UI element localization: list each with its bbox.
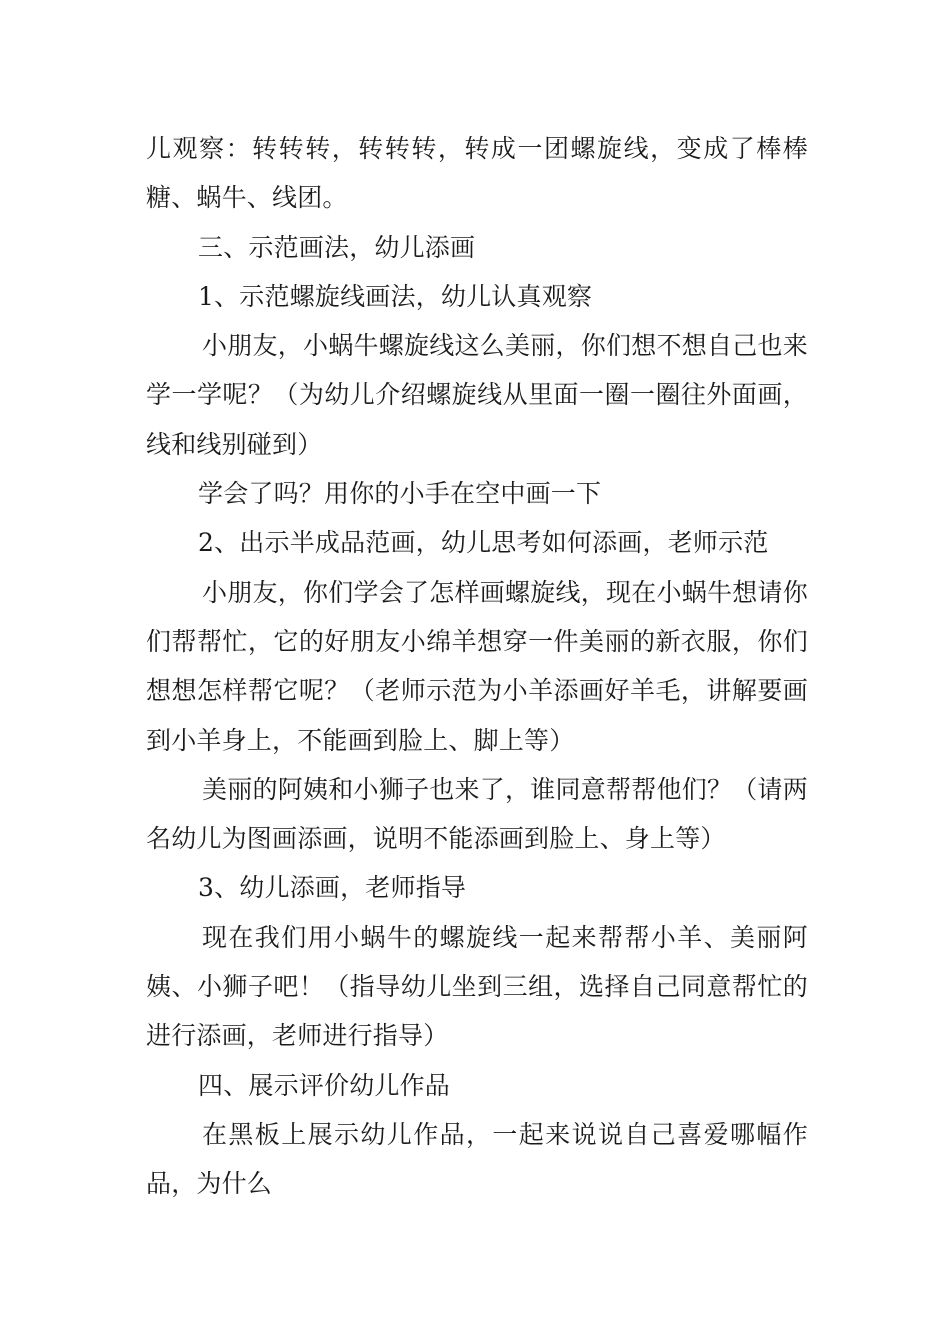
- step-heading-2: 2、出示半成品范画，幼儿思考如何添画，老师示范: [198, 528, 769, 558]
- paragraph: 在黑板上展示幼儿作品，一起来说说自己喜爱哪幅作品，为什么: [146, 1119, 808, 1199]
- paragraph-continued: 儿观察：转转转，转转转，转成一团螺旋线，变成了棒棒糖、蜗牛、线团。: [146, 134, 808, 213]
- section-heading-four: 四、展示评价幼儿作品: [198, 1070, 451, 1100]
- paragraph: 小朋友，小蜗牛螺旋线这么美丽，你们想不想自己也来学一学呢？（为幼儿介绍螺旋线从里面一圈一圈往外面画，线和线别碰到）: [146, 331, 808, 459]
- paragraph: 小朋友，你们学会了怎样画螺旋线，现在小蜗牛想请你们帮帮忙，它的好朋友小绵羊想穿一件美丽的新衣服，你们想想怎样帮它呢？（老师示范为小羊添画好羊毛，讲解要画到小羊身上，不能画到脸上、脚上等）: [146, 577, 808, 755]
- step-heading-3: 3、幼儿添画，老师指导: [198, 873, 467, 903]
- section-heading-three: 三、示范画法，幼儿添画: [198, 232, 476, 262]
- paragraph: 美丽的阿姨和小狮子也来了，谁同意帮帮他们？（请两名幼儿为图画添画，说明不能添画到脸上、身上等）: [146, 774, 808, 854]
- paragraph: 学会了吗？用你的小手在空中画一下: [198, 479, 602, 509]
- paragraph: 现在我们用小蜗牛的螺旋线一起来帮帮小羊、美丽阿姨、小狮子吧！（指导幼儿坐到三组，选择自己同意帮忙的进行添画，老师进行指导）: [146, 922, 808, 1051]
- document-body: [146, 124, 808, 1209]
- step-heading-1: 1、示范螺旋线画法，幼儿认真观察: [198, 281, 593, 311]
